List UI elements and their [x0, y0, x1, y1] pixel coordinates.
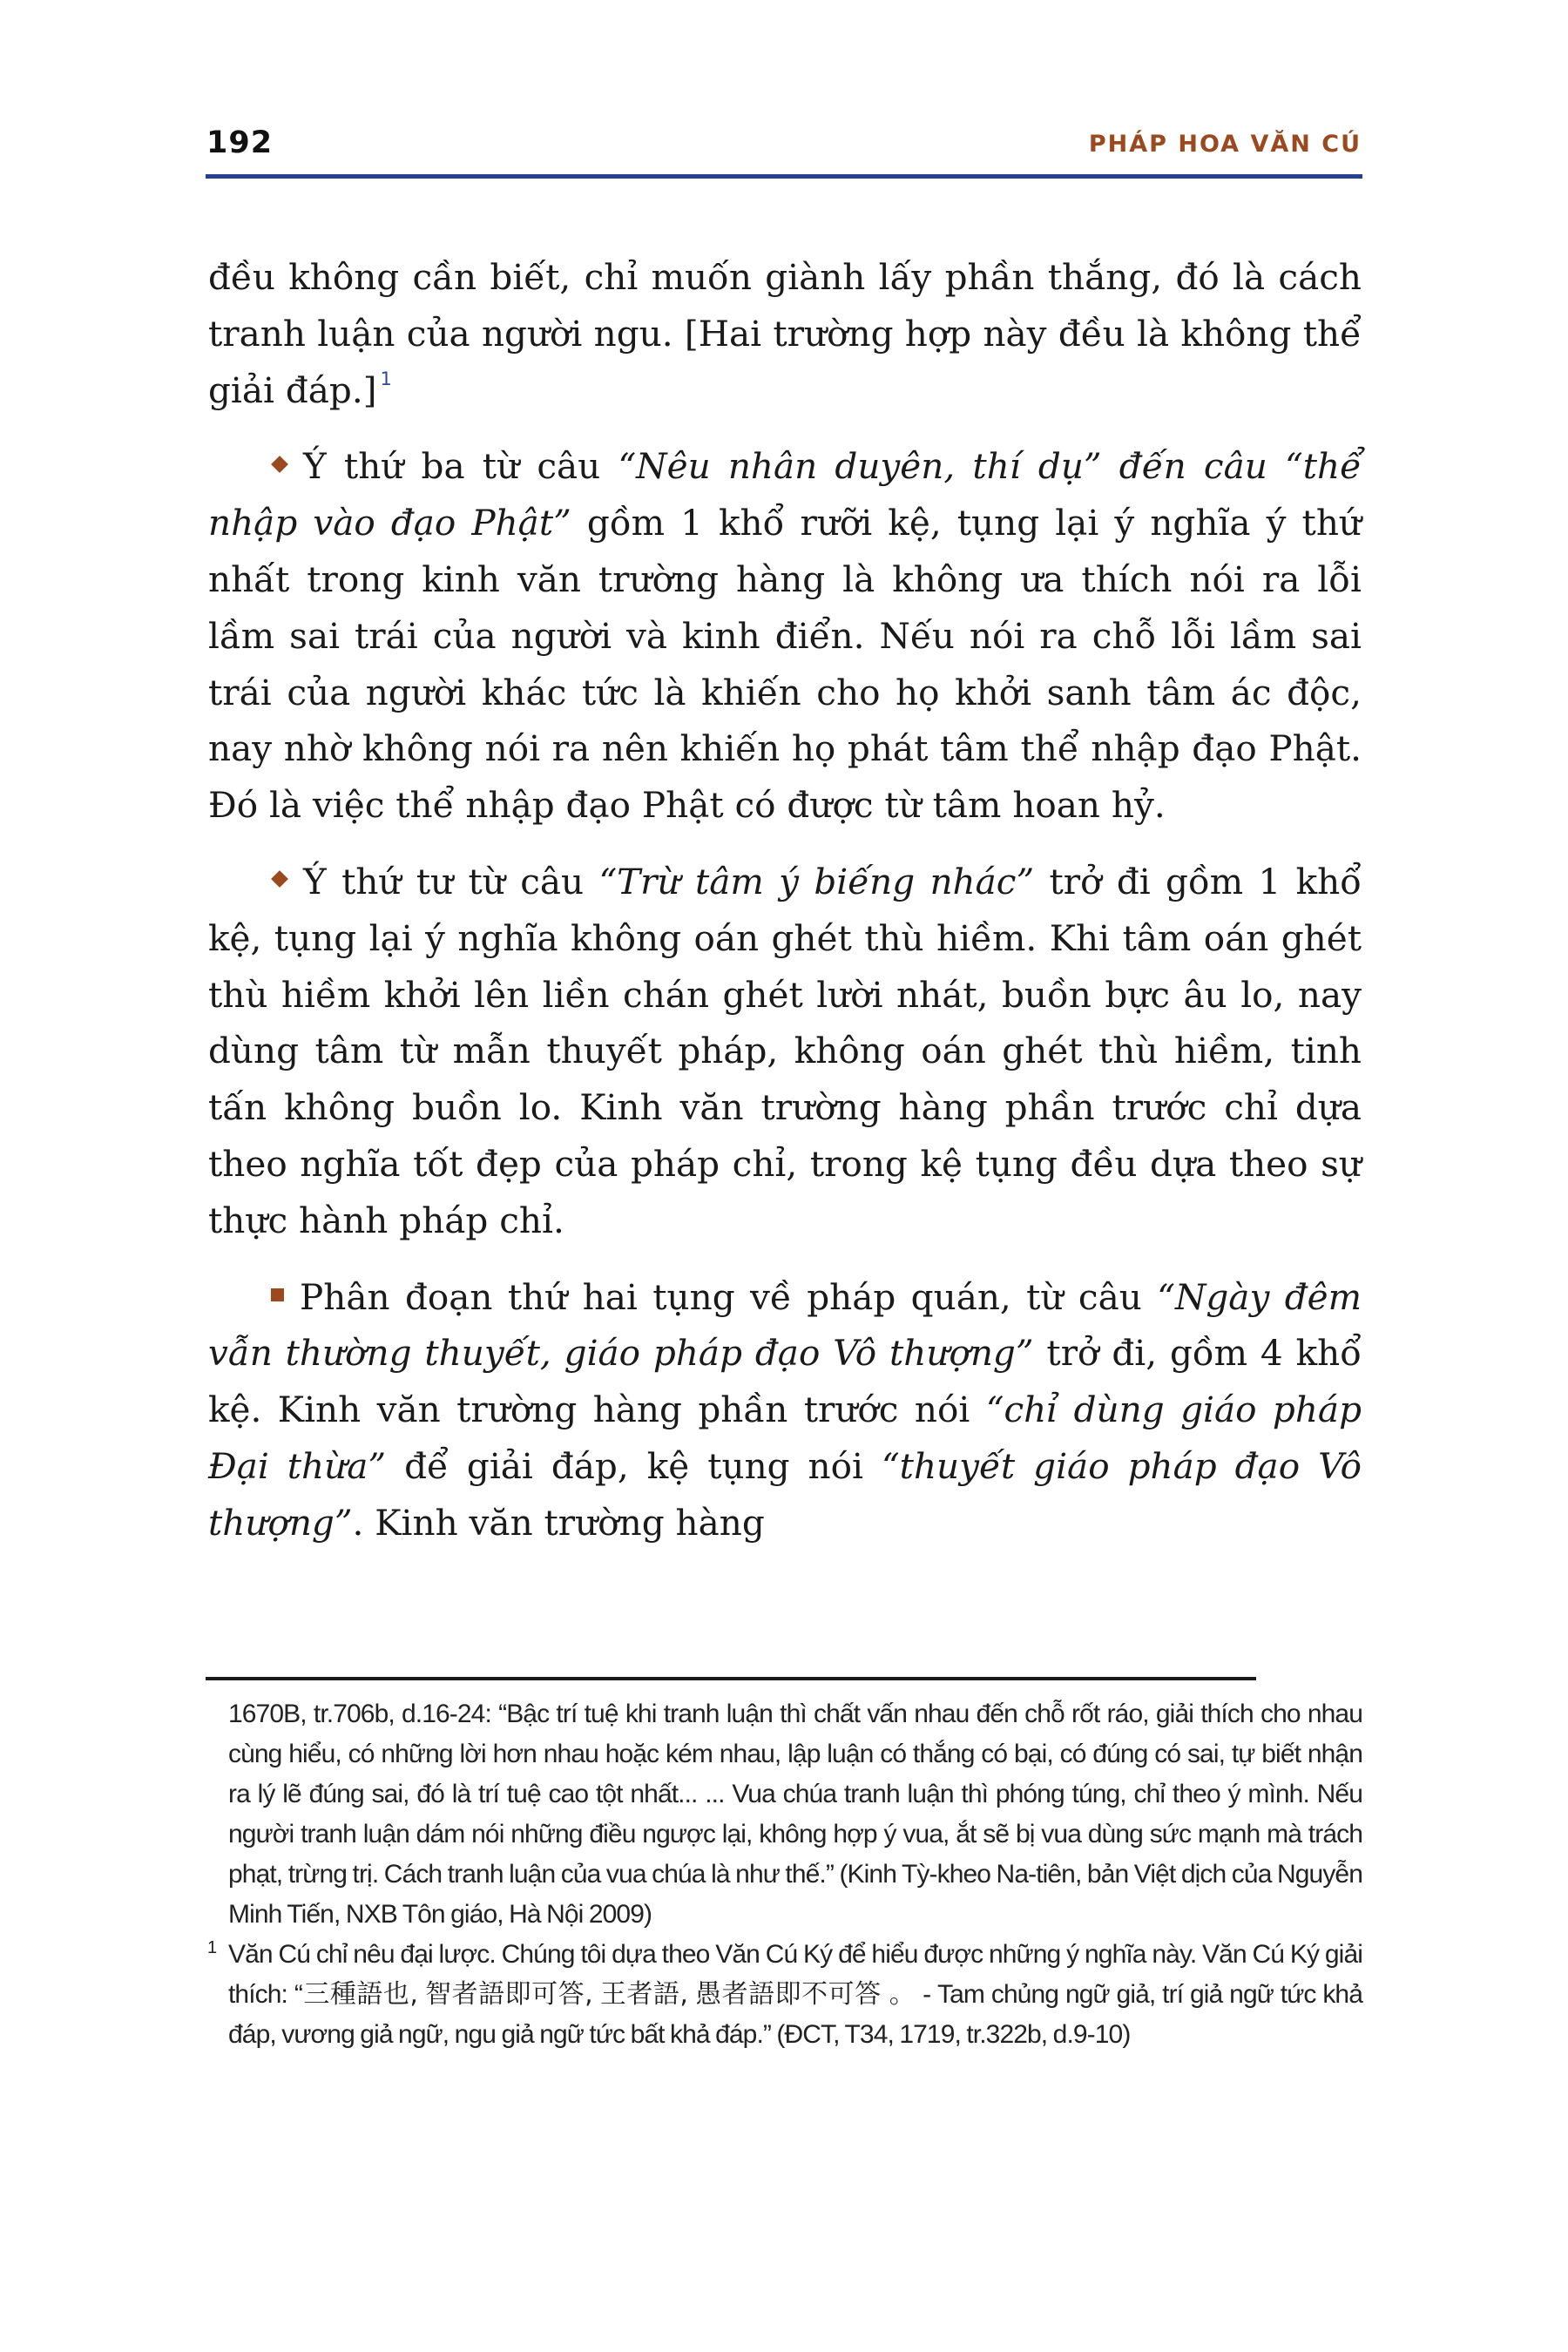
- quoted-italic-text: “Trừ tâm ý biếng nhác”: [598, 860, 1035, 902]
- diamond-bullet-icon: [271, 871, 288, 889]
- paragraph-text: Ý thứ ba từ câu: [303, 445, 618, 488]
- running-title: PHÁP HOA VĂN CÚ: [1088, 131, 1362, 158]
- paragraph-text: đều không cần biết, chỉ muốn giành lấy phần thắng, đó là cách tranh luận của người ngu. [Hai trường hợp này đều là không thể giải đáp.]: [208, 256, 1362, 411]
- page-header: [206, 122, 1362, 166]
- paragraph-text: gồm 1 khổ rưỡi kệ, tụng lại ý nghĩa ý thứ nhất trong kinh văn trường hàng là không ưa thích nói ra lỗi lầm sai trái của người và kinh điển. Nếu nói ra chỗ lỗi lầm sai trái của người khác tức là khiến cho họ khởi sanh tâm ác độc, nay nhờ không nói ra nên khiến họ phát tâm thể nhập đạo Phật. Đó là việc thể nhập đạo Phật có được từ tâm hoan hỷ.: [208, 502, 1362, 827]
- page-number: 192: [206, 125, 274, 160]
- quoted-italic-text: “chỉ dùng giáo pháp Đại thừa”: [208, 1389, 1362, 1487]
- diamond-bullet-icon: [271, 456, 288, 473]
- paragraph-text: trở đi gồm 1 khổ kệ, tụng lại ý nghĩa không oán ghét thù hiềm. Khi tâm oán ghét thù hiềm khởi lên liền chán ghét lười nhát, buồn bực âu lo, nay dùng tâm từ mẫn thuyết pháp, không oán ghét thù hiềm, tinh tấn không buồn lo. Kinh văn trường hàng phần trước chỉ dựa theo nghĩa tốt đẹp của pháp chỉ, trong kệ tụng đều dựa theo sự thực hành pháp chỉ.: [208, 860, 1362, 1241]
- quoted-italic-text: “Ngày đêm vẫn thường thuyết, giáo pháp đạo Vô thượng”: [208, 1275, 1362, 1375]
- square-bullet-icon: [271, 1288, 284, 1301]
- footnote-separator: [206, 1677, 1256, 1680]
- paragraph-y-thu-ba: [208, 438, 1362, 834]
- footnotes: [207, 1694, 1362, 2055]
- paragraph-text: . Kinh văn trường hàng: [352, 1501, 765, 1544]
- paragraph-continued: [208, 249, 1362, 418]
- header-rule: [206, 174, 1362, 179]
- paragraph-phan-doan-thu-hai: [208, 1269, 1362, 1551]
- paragraph-text: trở đi, gồm 4 khổ kệ. Kinh văn trường hàng phần trước nói: [208, 1332, 1362, 1431]
- quoted-italic-text: “thuyết giáo pháp đạo Vô thượng”: [208, 1444, 1362, 1544]
- paragraph-text: Ý thứ tư từ câu: [303, 860, 599, 902]
- footnote-text: Văn Cú chỉ nêu đại lược. Chúng tôi dựa theo Văn Cú Ký để hiểu được những ý nghĩa này. Văn Cú Ký giải thích: “: [228, 1940, 1362, 2009]
- chinese-quote: 三種語也, 智者語即可答, 王者語, 愚者語即不可答 。: [301, 1979, 916, 2010]
- footnote-reference[interactable]: 1: [380, 368, 392, 389]
- paragraph-text: để giải đáp, kệ tụng nói: [386, 1444, 882, 1487]
- footnote-text: 1670B, tr.706b, d.16-24: “Bậc trí tuệ khi tranh luận thì chất vấn nhau đến chỗ rốt ráo, giải thích cho nhau cùng hiểu, có những lời hơn nhau hoặc kém nhau, lập luận có thắng có bại, có đúng có sai, tự biết nhận ra lý lẽ đúng sai, đó là trí tuệ cao tột nhất... ... Vua chúa tranh luận thì phóng túng, chỉ theo ý mình. Nếu người tranh luận dám nói những điều ngược lại, không hợp ý vua, ắt sẽ bị vua dùng sức mạnh mà trách phạt, trừng trị. Cách tranh luận của vua chúa là như thế.” (Kinh Tỳ-kheo Na-tiên, bản Việt dịch của Nguyễn Minh Tiến, NXB Tôn giáo, Hà Nội 2009): [228, 1700, 1362, 1929]
- footnote-1: [207, 1935, 1362, 2055]
- footnote-text: - Tam chủng ngữ giả, trí giả ngữ tức khả đáp, vương giả ngữ, ngu giả ngữ tức bất khả đáp.” (ĐCT, T34, 1719, tr.322b, d.9-10): [228, 1980, 1362, 2049]
- paragraph-text: Phân đoạn thứ hai tụng về pháp quán, từ câu: [300, 1275, 1158, 1318]
- quoted-italic-text: “Nêu nhân duyên, thí dụ” đến câu “thể nhập vào đạo Phật”: [208, 445, 1362, 544]
- footnote-marker: 1: [207, 1938, 217, 1957]
- paragraph-y-thu-tu: [208, 854, 1362, 1249]
- main-text: [208, 249, 1362, 1551]
- footnote-continued: [207, 1694, 1362, 1935]
